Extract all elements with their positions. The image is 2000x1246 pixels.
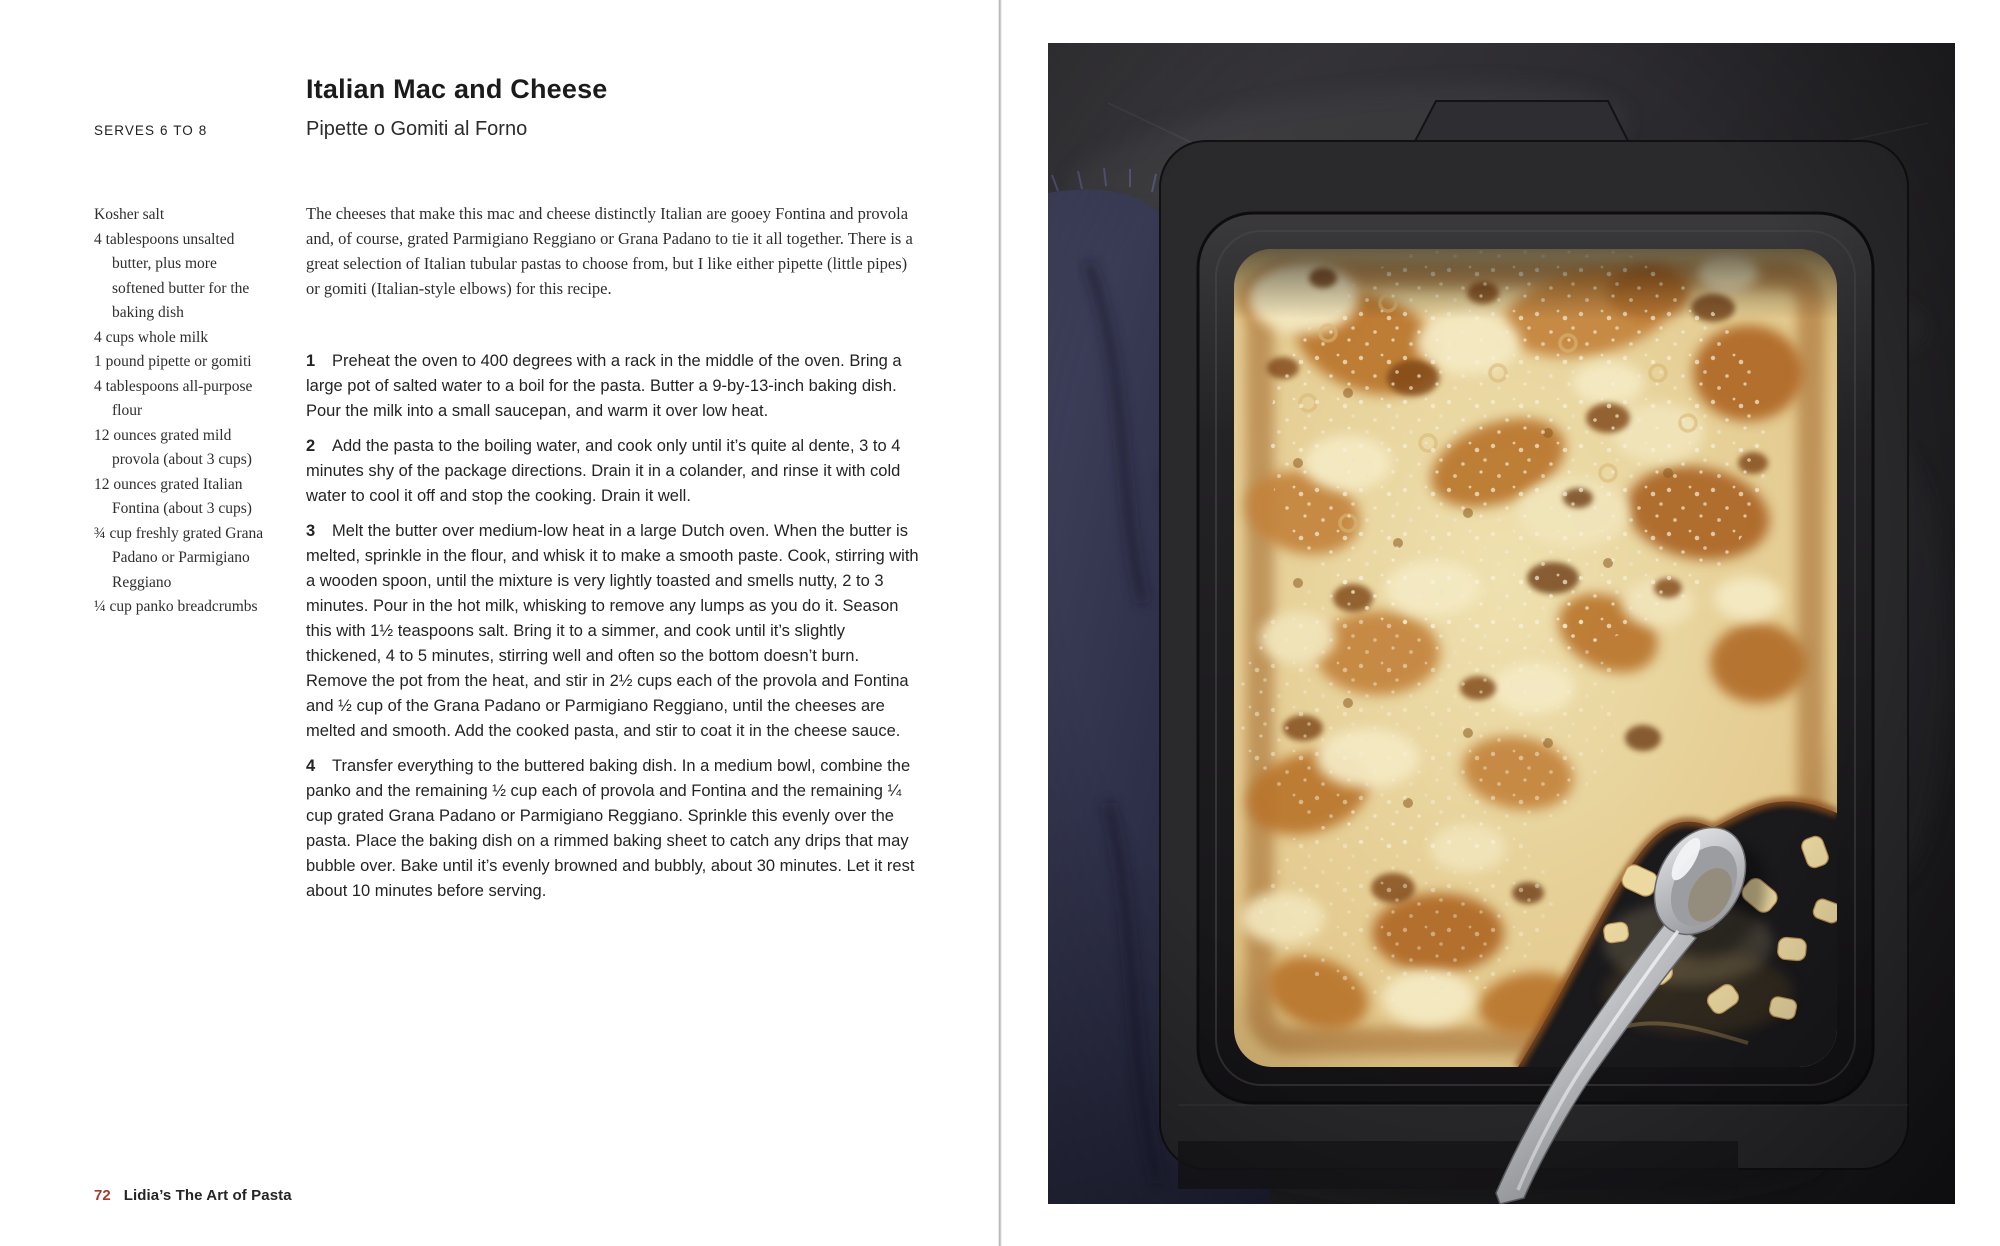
step-number: 3: [306, 522, 316, 540]
recipe-body: [306, 201, 920, 904]
step-number: 4: [306, 757, 316, 775]
step-number: 2: [306, 437, 316, 455]
recipe-photo-illustration: [1048, 43, 1955, 1204]
recipe-step: [306, 519, 920, 744]
ingredient-line: 4 tablespoons unsalted butter, plus more softened butter for the baking dish: [94, 230, 250, 321]
ingredient-line: 12 ounces grated mild provola (about 3 cups): [94, 426, 252, 468]
step-text: Transfer everything to the buttered baking dish. In a medium bowl, combine the panko and the remaining ½ cup each of provola and Fontina and the remaining ¼ cup grated Grana Padano or Parmigiano Reggiano. Sprinkle this evenly over the pasta. Place the baking dish on a rimmed baking sheet to catch any drips that may bubble over. Bake until it’s evenly browned and bubbly, about 30 minutes. Let it rest about 10 minutes before serving.: [306, 757, 915, 900]
ingredient-line: 4 tablespoons all-purpose flour: [94, 377, 253, 419]
book-title: Lidia’s The Art of Pasta: [123, 1187, 292, 1204]
page-number: 72: [94, 1187, 111, 1204]
vignette-overlay: [1048, 43, 1955, 1204]
ingredient-line: 12 ounces grated Italian Fontina (about 3 cups): [94, 475, 252, 517]
recipe-step: [306, 434, 920, 509]
ingredients-list: [94, 203, 266, 620]
ingredient-line: ¾ cup freshly grated Grana Padano or Parmigiano Reggiano: [94, 524, 264, 591]
page-gutter-divider: [998, 0, 1002, 1246]
ingredient-line: ¼ cup panko breadcrumbs: [94, 598, 258, 615]
recipe-title: Italian Mac and Cheese: [306, 74, 608, 104]
recipe-photo: [1048, 43, 1955, 1204]
page-footer: [94, 1187, 292, 1204]
recipe-intro: The cheeses that make this mac and cheese distinctly Italian are gooey Fontina and provola and, of course, grated Parmigiano Reggiano or Grana Padano to tie it all together. There is a great selection of Italian tubular pastas to choose from, but I like either pipette (little pipes) or gomiti (Italian-style elbows) for this recipe.: [306, 204, 913, 298]
recipe-subtitle: Pipette o Gomiti al Forno: [306, 118, 528, 140]
recipe-steps: [306, 349, 920, 904]
ingredient-line: 1 pound pipette or gomiti: [94, 353, 252, 370]
step-text: Preheat the oven to 400 degrees with a rack in the middle of the oven. Bring a large pot of salted water to a boil for the pasta. Butter a 9-by-13-inch baking dish. Pour the milk into a small saucepan, and warm it over low heat.: [306, 352, 902, 420]
ingredient-line: 4 cups whole milk: [94, 328, 209, 346]
step-text: Melt the butter over medium-low heat in a large Dutch oven. When the butter is melted, sprinkle in the flour, and whisk it to make a smooth paste. Cook, stirring with a wooden spoon, until the mixture is very lightly toasted and smells nutty, 2 to 3 minutes. Pour in the hot milk, whisking to remove any lumps as you do it. Season this with 1½ teaspoons salt. Bring it to a simmer, and cook until it’s slightly thickened, 4 to 5 minutes, stirring well and often so the bottom doesn’t burn. Remove the pot from the heat, and stir in 2½ cups each of the provola and Fontina and ½ cup of the Grana Padano or Parmigiano Reggiano, until the cheeses are melted and smooth. Add the cooked pasta, and stir to coat it in the cheese sauce.: [306, 522, 919, 740]
ingredient-line: Kosher salt: [94, 206, 165, 223]
step-text: Add the pasta to the boiling water, and cook only until it’s quite al dente, 3 to 4 minutes shy of the package directions. Drain it in a colander, and rinse it with cold water to cool it off and stop the cooking. Drain it well.: [306, 437, 901, 505]
serves-label: SERVES 6 TO 8: [94, 123, 208, 138]
recipe-step: [306, 349, 920, 424]
step-number: 1: [306, 352, 316, 370]
recipe-step: [306, 754, 920, 904]
